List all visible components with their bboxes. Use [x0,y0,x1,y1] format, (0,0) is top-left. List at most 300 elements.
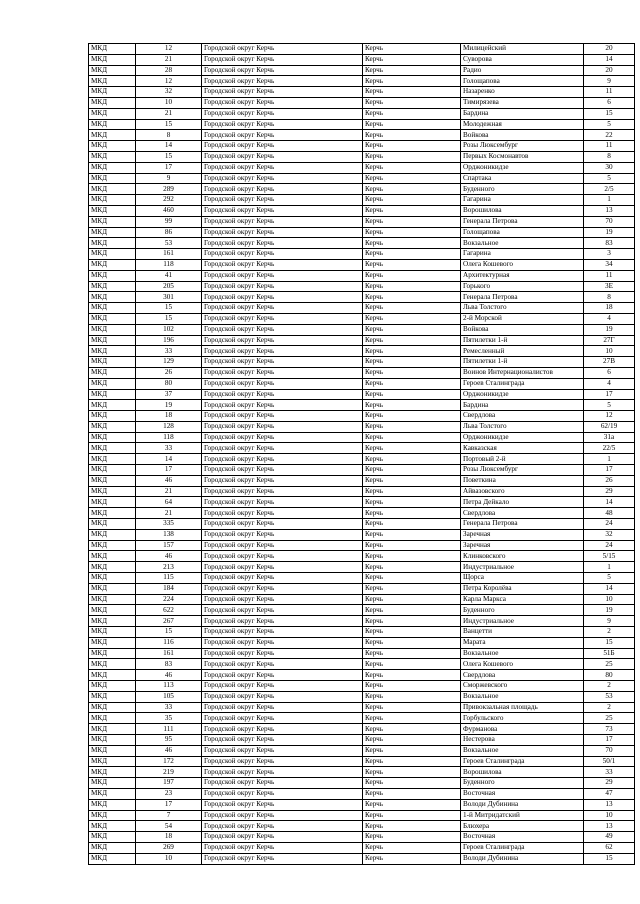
street-cell: Гагарина [461,249,584,260]
house-cell: 30 [584,162,635,173]
number-cell: 23 [136,788,202,799]
district-cell: Городской округ Керчь [202,108,363,119]
type-cell: МКД [89,411,136,422]
city-cell: Керчь [363,637,461,648]
street-cell: Тимирязева [461,97,584,108]
street-cell: Голощапова [461,227,584,238]
table-row [89,227,635,238]
number-cell: 205 [136,281,202,292]
city-cell: Керчь [363,411,461,422]
street-cell: Голощапова [461,76,584,87]
district-cell: Городской округ Керчь [202,648,363,659]
district-cell: Городской округ Керчь [202,475,363,486]
district-cell: Городской округ Керчь [202,659,363,670]
district-cell: Городской округ Керчь [202,486,363,497]
type-cell: МКД [89,799,136,810]
district-cell: Городской округ Керчь [202,173,363,184]
type-cell: МКД [89,389,136,400]
house-cell: 51Б [584,648,635,659]
number-cell: 33 [136,443,202,454]
type-cell: МКД [89,648,136,659]
street-cell: Буденного [461,778,584,789]
table-row [89,249,635,260]
city-cell: Керчь [363,119,461,130]
city-cell: Керчь [363,162,461,173]
city-cell: Керчь [363,767,461,778]
number-cell: 80 [136,378,202,389]
street-cell: Бардина [461,108,584,119]
street-cell: Кавказская [461,443,584,454]
house-cell: 3Е [584,281,635,292]
type-cell: МКД [89,681,136,692]
city-cell: Керчь [363,249,461,260]
district-cell: Городской округ Керчь [202,778,363,789]
type-cell: МКД [89,702,136,713]
house-cell: 34 [584,259,635,270]
city-cell: Керчь [363,853,461,864]
number-cell: 15 [136,119,202,130]
table-row [89,259,635,270]
district-cell: Городской округ Керчь [202,540,363,551]
table-row [89,713,635,724]
table-body [89,44,635,865]
number-cell: 289 [136,184,202,195]
street-cell: Володи Дубинина [461,799,584,810]
district-cell: Городской округ Керчь [202,76,363,87]
type-cell: МКД [89,270,136,281]
district-cell: Городской округ Керчь [202,367,363,378]
type-cell: МКД [89,454,136,465]
table-row [89,540,635,551]
district-cell: Городской округ Керчь [202,141,363,152]
type-cell: МКД [89,713,136,724]
house-cell: 13 [584,799,635,810]
table-row [89,65,635,76]
street-cell: Ванцетти [461,627,584,638]
city-cell: Керчь [363,691,461,702]
district-cell: Городской округ Керчь [202,594,363,605]
number-cell: 213 [136,562,202,573]
street-cell: Воинов Интернационалистов [461,367,584,378]
city-cell: Керчь [363,346,461,357]
city-cell: Керчь [363,87,461,98]
type-cell: МКД [89,745,136,756]
city-cell: Керчь [363,702,461,713]
district-cell: Городской округ Керчь [202,216,363,227]
table-row [89,141,635,152]
house-cell: 62/19 [584,421,635,432]
street-cell: Ворошилова [461,767,584,778]
city-cell: Керчь [363,313,461,324]
number-cell: 267 [136,616,202,627]
table-row [89,357,635,368]
city-cell: Керчь [363,216,461,227]
number-cell: 46 [136,670,202,681]
number-cell: 32 [136,87,202,98]
house-cell: 1 [584,195,635,206]
number-cell: 21 [136,54,202,65]
type-cell: МКД [89,778,136,789]
type-cell: МКД [89,529,136,540]
type-cell: МКД [89,227,136,238]
type-cell: МКД [89,76,136,87]
type-cell: МКД [89,605,136,616]
district-cell: Городской округ Керчь [202,324,363,335]
table-row [89,605,635,616]
city-cell: Керчь [363,184,461,195]
house-cell: 83 [584,238,635,249]
number-cell: 129 [136,357,202,368]
number-cell: 17 [136,162,202,173]
number-cell: 99 [136,216,202,227]
street-cell: Розы Люксембург [461,465,584,476]
street-cell: Вокзальное [461,238,584,249]
city-cell: Керчь [363,292,461,303]
number-cell: 21 [136,508,202,519]
street-cell: Вокзальное [461,745,584,756]
street-cell: Поветкина [461,475,584,486]
type-cell: МКД [89,821,136,832]
street-cell: Вокзальное [461,691,584,702]
table-row [89,659,635,670]
number-cell: 14 [136,141,202,152]
house-cell: 5 [584,400,635,411]
number-cell: 18 [136,411,202,422]
table-row [89,151,635,162]
street-cell: Пятилетки 1-й [461,357,584,368]
type-cell: МКД [89,44,136,55]
type-cell: МКД [89,346,136,357]
number-cell: 53 [136,238,202,249]
district-cell: Городской округ Керчь [202,400,363,411]
number-cell: 10 [136,97,202,108]
district-cell: Городской округ Керчь [202,465,363,476]
type-cell: МКД [89,842,136,853]
house-cell: 10 [584,594,635,605]
house-cell: 70 [584,216,635,227]
table-row [89,573,635,584]
street-cell: Молодежная [461,119,584,130]
district-cell: Городской округ Керчь [202,497,363,508]
house-cell: 4 [584,378,635,389]
table-row [89,691,635,702]
number-cell: 224 [136,594,202,605]
number-cell: 46 [136,475,202,486]
table-row [89,756,635,767]
number-cell: 14 [136,454,202,465]
house-cell: 22 [584,130,635,141]
number-cell: 95 [136,735,202,746]
table-row [89,475,635,486]
city-cell: Керчь [363,151,461,162]
number-cell: 116 [136,637,202,648]
house-cell: 2 [584,702,635,713]
table-row [89,497,635,508]
district-cell: Городской округ Керчь [202,249,363,260]
street-cell: Архитектурная [461,270,584,281]
city-cell: Керчь [363,583,461,594]
district-cell: Городской округ Керчь [202,573,363,584]
city-cell: Керчь [363,443,461,454]
table-row [89,173,635,184]
district-cell: Городской округ Керчь [202,605,363,616]
street-cell: Первых Космонавтов [461,151,584,162]
type-cell: МКД [89,616,136,627]
district-cell: Городской округ Керчь [202,562,363,573]
house-cell: 29 [584,486,635,497]
district-cell: Городской округ Керчь [202,195,363,206]
house-cell: 27Г [584,335,635,346]
district-cell: Городской округ Керчь [202,389,363,400]
city-cell: Керчь [363,76,461,87]
type-cell: МКД [89,184,136,195]
number-cell: 157 [136,540,202,551]
type-cell: МКД [89,205,136,216]
street-cell: Спартака [461,173,584,184]
city-cell: Керчь [363,97,461,108]
house-cell: 15 [584,108,635,119]
number-cell: 197 [136,778,202,789]
city-cell: Керчь [363,475,461,486]
table-row [89,583,635,594]
district-cell: Городской округ Керчь [202,821,363,832]
table-row [89,303,635,314]
table-row [89,529,635,540]
table-row [89,519,635,530]
district-cell: Городской округ Керчь [202,756,363,767]
street-cell: Орджоникидзе [461,389,584,400]
city-cell: Керчь [363,821,461,832]
house-cell: 5/15 [584,551,635,562]
table-row [89,162,635,173]
house-cell: 19 [584,227,635,238]
house-cell: 48 [584,508,635,519]
type-cell: МКД [89,97,136,108]
district-cell: Городской округ Керчь [202,670,363,681]
type-cell: МКД [89,173,136,184]
street-cell: Орджоникидзе [461,432,584,443]
house-cell: 73 [584,724,635,735]
table-row [89,681,635,692]
city-cell: Керчь [363,400,461,411]
number-cell: 184 [136,583,202,594]
number-cell: 161 [136,648,202,659]
city-cell: Керчь [363,799,461,810]
street-cell: Индустриальное [461,562,584,573]
table-row [89,76,635,87]
table-row [89,799,635,810]
district-cell: Городской округ Керчь [202,130,363,141]
type-cell: МКД [89,259,136,270]
district-cell: Городской округ Керчь [202,810,363,821]
street-cell: Генерала Петрова [461,519,584,530]
house-cell: 11 [584,87,635,98]
city-cell: Керчь [363,44,461,55]
number-cell: 26 [136,367,202,378]
street-cell: Свердлова [461,508,584,519]
district-cell: Городской округ Керчь [202,745,363,756]
type-cell: МКД [89,475,136,486]
type-cell: МКД [89,670,136,681]
house-cell: 2/5 [584,184,635,195]
street-cell: Войкова [461,324,584,335]
number-cell: 111 [136,724,202,735]
housing-table [88,43,635,865]
district-cell: Городской округ Керчь [202,702,363,713]
table-row [89,87,635,98]
house-cell: 2 [584,681,635,692]
street-cell: Володи Дубинина [461,853,584,864]
city-cell: Керчь [363,681,461,692]
city-cell: Керчь [363,508,461,519]
type-cell: МКД [89,540,136,551]
house-cell: 6 [584,97,635,108]
city-cell: Керчь [363,130,461,141]
table-row [89,853,635,864]
type-cell: МКД [89,443,136,454]
district-cell: Городской округ Керчь [202,270,363,281]
street-cell: Олега Кошевого [461,659,584,670]
street-cell: Ворошилова [461,205,584,216]
district-cell: Городской округ Керчь [202,508,363,519]
table-row [89,389,635,400]
type-cell: МКД [89,162,136,173]
house-cell: 17 [584,465,635,476]
table-row [89,378,635,389]
street-cell: Генерала Петрова [461,292,584,303]
table-row [89,44,635,55]
number-cell: 15 [136,313,202,324]
table-row [89,195,635,206]
house-cell: 18 [584,303,635,314]
district-cell: Городской округ Керчь [202,151,363,162]
number-cell: 86 [136,227,202,238]
house-cell: 49 [584,832,635,843]
table-row [89,637,635,648]
street-cell: Войкова [461,130,584,141]
type-cell: МКД [89,832,136,843]
city-cell: Керчь [363,551,461,562]
city-cell: Керчь [363,529,461,540]
number-cell: 15 [136,627,202,638]
district-cell: Городской округ Керчь [202,421,363,432]
district-cell: Городской округ Керчь [202,842,363,853]
table-row [89,238,635,249]
type-cell: МКД [89,583,136,594]
street-cell: Свердлова [461,670,584,681]
street-cell: 2-й Морской [461,313,584,324]
type-cell: МКД [89,637,136,648]
house-cell: 19 [584,605,635,616]
city-cell: Керчь [363,486,461,497]
number-cell: 15 [136,151,202,162]
type-cell: МКД [89,810,136,821]
table-row [89,821,635,832]
type-cell: МКД [89,313,136,324]
city-cell: Керчь [363,842,461,853]
house-cell: 1 [584,562,635,573]
number-cell: 460 [136,205,202,216]
house-cell: 29 [584,778,635,789]
house-cell: 20 [584,44,635,55]
type-cell: МКД [89,421,136,432]
number-cell: 301 [136,292,202,303]
district-cell: Городской округ Керчь [202,357,363,368]
house-cell: 15 [584,853,635,864]
house-cell: 5 [584,119,635,130]
house-cell: 25 [584,659,635,670]
table-row [89,270,635,281]
street-cell: Орджоникидзе [461,162,584,173]
number-cell: 10 [136,853,202,864]
table-row [89,54,635,65]
table-row [89,130,635,141]
house-cell: 47 [584,788,635,799]
street-cell: Льва Толстого [461,421,584,432]
type-cell: МКД [89,562,136,573]
street-cell: Заречная [461,540,584,551]
district-cell: Городской округ Керчь [202,313,363,324]
table-row [89,184,635,195]
district-cell: Городской округ Керчь [202,205,363,216]
house-cell: 53 [584,691,635,702]
number-cell: 21 [136,486,202,497]
house-cell: 10 [584,810,635,821]
city-cell: Керчь [363,659,461,670]
district-cell: Городской округ Керчь [202,119,363,130]
street-cell: Героев Сталинграда [461,378,584,389]
house-cell: 12 [584,411,635,422]
street-cell: Петра Дейкало [461,497,584,508]
city-cell: Керчь [363,259,461,270]
city-cell: Керчь [363,788,461,799]
street-cell: Индустриальное [461,616,584,627]
house-cell: 9 [584,76,635,87]
type-cell: МКД [89,216,136,227]
type-cell: МКД [89,195,136,206]
street-cell: Блюхера [461,821,584,832]
type-cell: МКД [89,130,136,141]
city-cell: Керчь [363,594,461,605]
street-cell: Льва Толстого [461,303,584,314]
table-row [89,594,635,605]
house-cell: 31а [584,432,635,443]
house-cell: 15 [584,637,635,648]
type-cell: МКД [89,292,136,303]
street-cell: Суворова [461,54,584,65]
district-cell: Городской округ Керчь [202,454,363,465]
city-cell: Керчь [363,303,461,314]
city-cell: Керчь [363,540,461,551]
table-row [89,324,635,335]
city-cell: Керчь [363,745,461,756]
type-cell: МКД [89,465,136,476]
city-cell: Керчь [363,205,461,216]
street-cell: Карла Маркса [461,594,584,605]
street-cell: Свердлова [461,411,584,422]
table-row [89,627,635,638]
table-row [89,648,635,659]
city-cell: Керчь [363,367,461,378]
city-cell: Керчь [363,281,461,292]
city-cell: Керчь [363,497,461,508]
city-cell: Керчь [363,108,461,119]
table-row [89,335,635,346]
number-cell: 28 [136,65,202,76]
table-row [89,788,635,799]
type-cell: МКД [89,508,136,519]
city-cell: Керчь [363,378,461,389]
